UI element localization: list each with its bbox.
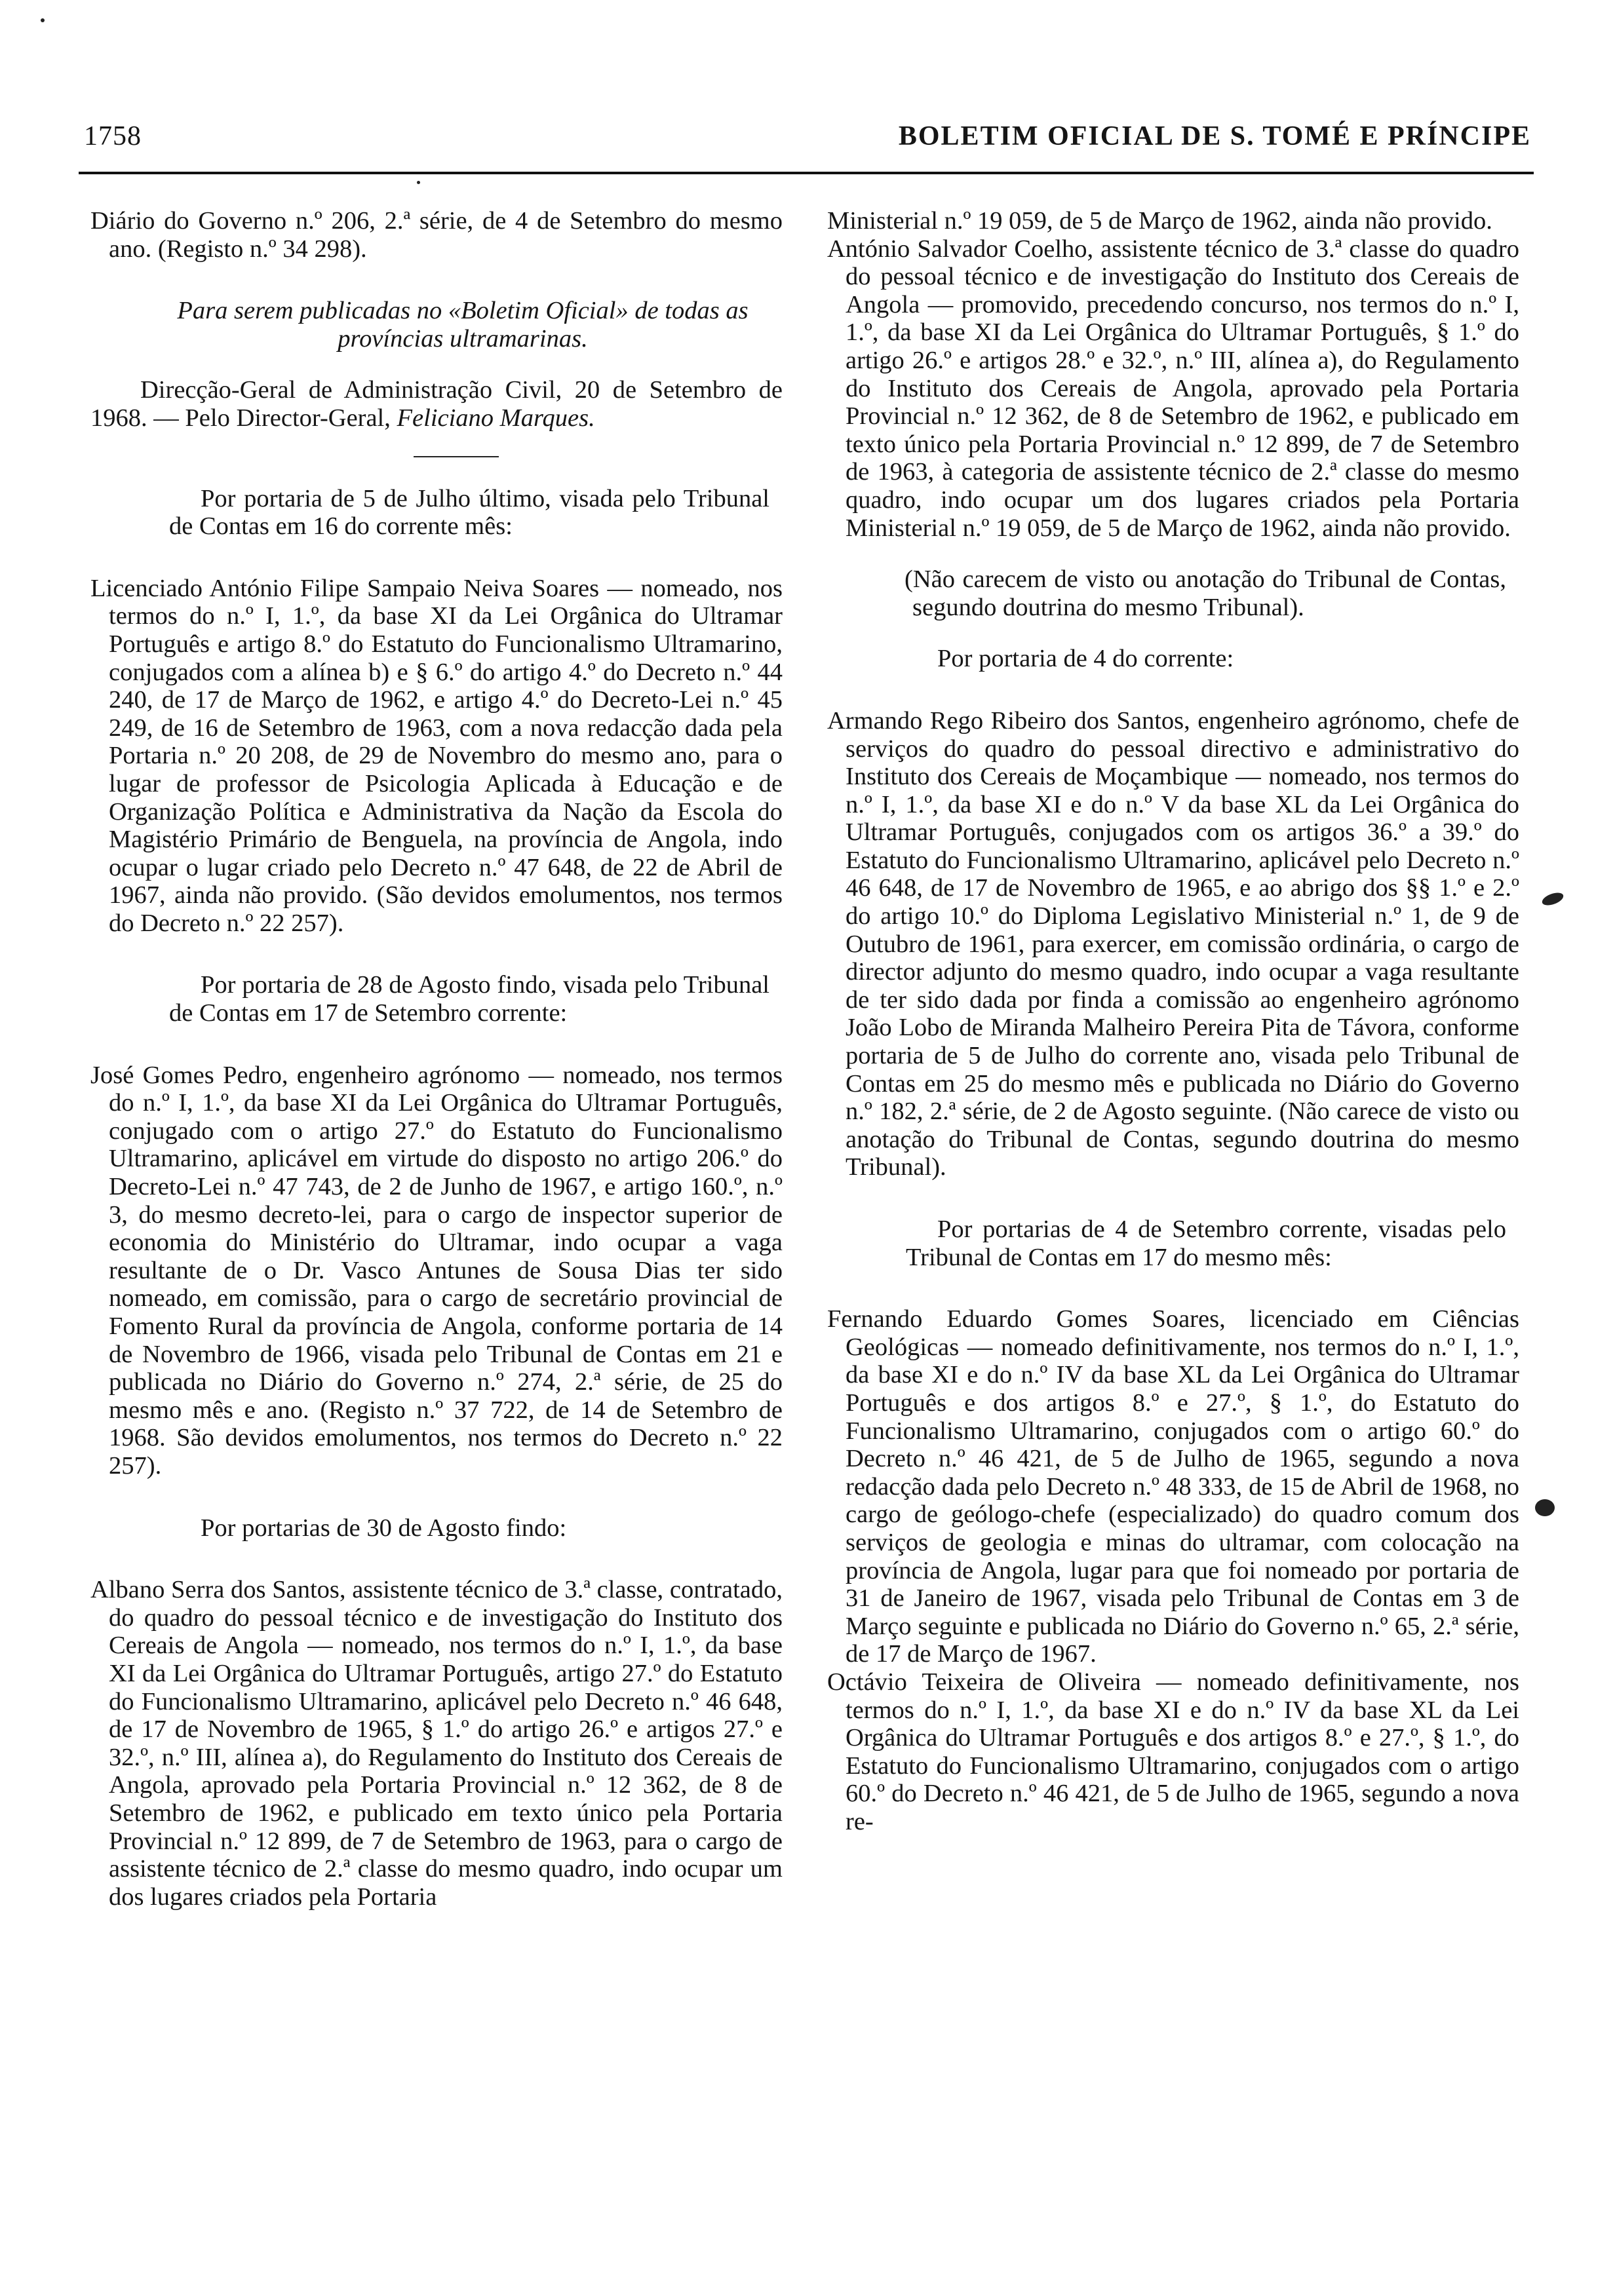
scan-speck — [1540, 890, 1565, 908]
left-entry-2: José Gomes Pedro, engenheiro agrónomo — nomeado, nos termos do n.º I, 1.º, da base XI da Lei Orgânica do Ultramar Português, conjugado com o artigo 27.º do Estatuto do Funcionalismo Ultramarino, aplicável em virtude do disposto no artigo 206.º do Decreto-Lei n.º 47 743, de 2 de Junho de 1967, e artigo 160.º, n.º 3, do mesmo decreto-lei, para o cargo de inspector superior de economia do Ministério do Ultramar, indo ocupar a vaga resultante de o Dr. Vasco Antunes de Sousa Dias ter sido nomeado, em comissão, para o cargo de secretário provincial de Fomento Rural da província de Angola, conforme portaria de 14 de Novembro de 1966, visada pelo Tribunal de Contas em 21 e publicada no Diário do Governo n.º 274, 2.ª série, de 25 do mesmo mês e ano. (Registo n.º 37 722, de 14 de Setembro de 1968. São devidos emolumentos, nos termos do Decreto n.º 22 257). — [90, 1061, 783, 1480]
page-number: 1758 — [84, 121, 142, 151]
scan-speck — [417, 181, 420, 184]
left-entry-1: Licenciado António Filipe Sampaio Neiva Soares — nomeado, nos termos do n.º I, 1.º, da base XI da Lei Orgânica do Ultramar Português e artigo 8.º do Estatuto do Funcionalismo Ultramarino, conjugados com a alínea b) e § 6.º do artigo 4.º do Decreto n.º 44 240, de 17 de Março de 1962, e artigo 4.º do Decreto-Lei n.º 45 249, de 16 de Setembro de 1963, com a nova redacção dada pela Portaria n.º 20 208, de 29 de Novembro do mesmo ano, para o lugar de professor de Psicologia Aplicada à Educação e de Organização Política e Administrativa da Nação da Escola do Magistério Primário de Benguela, na província de Angola, indo ocupar o lugar criado pelo Decreto n.º 47 648, de 22 de Abril de 1967, ainda não provido. (São devidos emolumentos, nos termos do Decreto n.º 22 257). — [90, 574, 783, 937]
right-intro-1: Por portaria de 4 do corrente: — [937, 645, 1234, 673]
left-column — [90, 207, 783, 1911]
scan-speck — [41, 18, 45, 22]
running-title: BOLETIM OFICIAL DE S. TOMÉ E PRÍNCIPE — [898, 121, 1531, 151]
left-intro-2: Por portaria de 28 de Agosto findo, visada pelo Tribunal de Contas em 17 de Setembro corrente: — [169, 971, 769, 1027]
right-paragraph-1: Ministerial n.º 19 059, de 5 de Março de 1962, ainda não provido. — [827, 207, 1492, 235]
left-entry-3: Albano Serra dos Santos, assistente técnico de 3.ª classe, contratado, do quadro do pessoal técnico e de investigação do Instituto dos Cereais de Angola — nomeado, nos termos do n.º I, 1.º, da base XI da Lei Orgânica do Ultramar Português, artigo 27.º do Estatuto do Funcionalismo Ultramarino, aplicável pelo Decreto n.º 46 648, de 17 de Novembro de 1965, § 1.º do artigo 26.º e artigos 27.º e 32.º, n.º III, alínea a), do Regulamento do Instituto dos Cereais de Angola, aprovado pela Portaria Provincial n.º 12 362, de 8 de Setembro de 1962, e publicado em texto único pela Portaria Provincial n.º 12 899, de 7 de Setembro de 1963, para o cargo de assistente técnico de 2.ª classe do mesmo quadro, indo ocupar um dos lugares criados pela Portaria — [90, 1576, 783, 1911]
left-intro-3: Por portarias de 30 de Agosto findo: — [201, 1514, 567, 1542]
page-header — [84, 115, 1531, 161]
right-entry-3: Fernando Eduardo Gomes Soares, licenciado em Ciências Geológicas — nomeado definitivamente, nos termos do n.º I, 1.º, da base XI e do n.º IV da base XL da Lei Orgânica do Ultramar Português e dos artigos 8.º e 27.º, § 1.º, do Estatuto do Funcionalismo Ultramarino, conjugados com o artigo 60.º do Decreto n.º 46 421, de 5 de Julho de 1965, segundo a nova redacção dada pelo Decreto n.º 48 333, de 15 de Abril de 1968, no cargo de geólogo-chefe (especializado) do quadro comum dos serviços de geologia e minas do ultramar, com colocação na província de Angola, lugar para que foi nomeado por portaria de 31 de Janeiro de 1967, visada pelo Tribunal de Contas em 3 de Março seguinte e publicada no Diário do Governo n.º 65, 2.ª série, de 17 de Março de 1967. — [827, 1305, 1519, 1668]
section-separator — [414, 456, 499, 457]
right-entry-2: Armando Rego Ribeiro dos Santos, engenheiro agrónomo, chefe de serviços do quadro do pessoal directivo e administrativo do Instituto dos Cereais de Moçambique — nomeado, nos termos do n.º I, 1.º, da base XI e do n.º V da base XL da Lei Orgânica do Ultramar Português, conjugados com os artigos 36.º a 39.º do Estatuto do Funcionalismo Ultramarino, aplicável pelo Decreto n.º 46 648, de 17 de Novembro de 1965, e ao abrigo dos §§ 1.º e 2.º do artigo 10.º do Diploma Legislativo Ministerial n.º 1, de 9 de Outubro de 1961, para exercer, em comissão ordinária, o cargo de director adjunto do mesmo quadro, indo ocupar a vaga resultante de ter sido dada por finda a comissão ao engenheiro agrónomo João Lobo de Miranda Malheiro Pereira Pita de Távora, conforme portaria de 5 de Julho do corrente ano, visada pelo Tribunal de Contas em 25 do mesmo mês e publicada no Diário do Governo n.º 182, 2.ª série, de 2 de Agosto seguinte. (Não carece de visto ou anotação do Tribunal de Contas, segundo doutrina do mesmo Tribunal). — [827, 706, 1519, 1181]
left-intro-1: Por portaria de 5 de Julho último, visada pelo Tribunal de Contas em 16 do corrente mês: — [169, 484, 769, 541]
signature-text: Direcção-Geral de Administração Civil, 20 de Setembro de 1968. — Pelo Director-Geral, — [90, 376, 783, 432]
right-column — [827, 207, 1519, 1835]
header-rule — [79, 172, 1534, 174]
signature-paragraph — [90, 376, 783, 432]
right-entry-4: Octávio Teixeira de Oliveira — nomeado definitivamente, nos termos do n.º I, 1.º, da base XI e do n.º IV da base XL da Lei Orgânica do Ultramar Português e dos artigos 8.º e 27.º, § 1.º, do Estatuto do Funcionalismo Ultramarino, conjugados com o artigo 60.º do Decreto n.º 46 421, de 5 de Julho de 1965, segundo a nova re- — [827, 1668, 1519, 1835]
left-paragraph-1: Diário do Governo n.º 206, 2.ª série, de 4 de Setembro do mesmo ano. (Registo n.º 34 298). — [90, 207, 783, 263]
scan-speck — [1535, 1499, 1555, 1516]
visto-note: (Não carecem de visto ou anotação do Tribunal de Contas, segundo doutrina do mesmo Tribunal). — [905, 565, 1506, 621]
right-entry-1: António Salvador Coelho, assistente técnico de 3.ª classe do quadro do pessoal técnico e de investigação do Instituto dos Cereais de Angola — promovido, precedendo concurso, nos termos do n.º I, 1.º, da base XI da Lei Orgânica do Ultramar Português, § 1.º do artigo 26.º e artigos 28.º e 32.º, n.º III, alínea a), do Regulamento do Instituto dos Cereais de Angola, aprovado pela Portaria Provincial n.º 12 362, de 8 de Setembro de 1962, e publicado em texto único pela Portaria Provincial n.º 12 899, de 7 de Setembro de 1963, à categoria de assistente técnico de 2.ª classe do mesmo quadro, indo ocupar um dos lugares criados pela Portaria Ministerial n.º 19 059, de 5 de Março de 1962, ainda não provido. — [827, 235, 1519, 542]
right-intro-2: Por portarias de 4 de Setembro corrente, visadas pelo Tribunal de Contas em 17 do mesmo mês: — [906, 1215, 1506, 1271]
publication-note: Para serem publicadas no «Boletim Oficial» de todas as províncias ultramarinas. — [177, 297, 749, 353]
signature-name: Feliciano Marques. — [397, 404, 595, 432]
